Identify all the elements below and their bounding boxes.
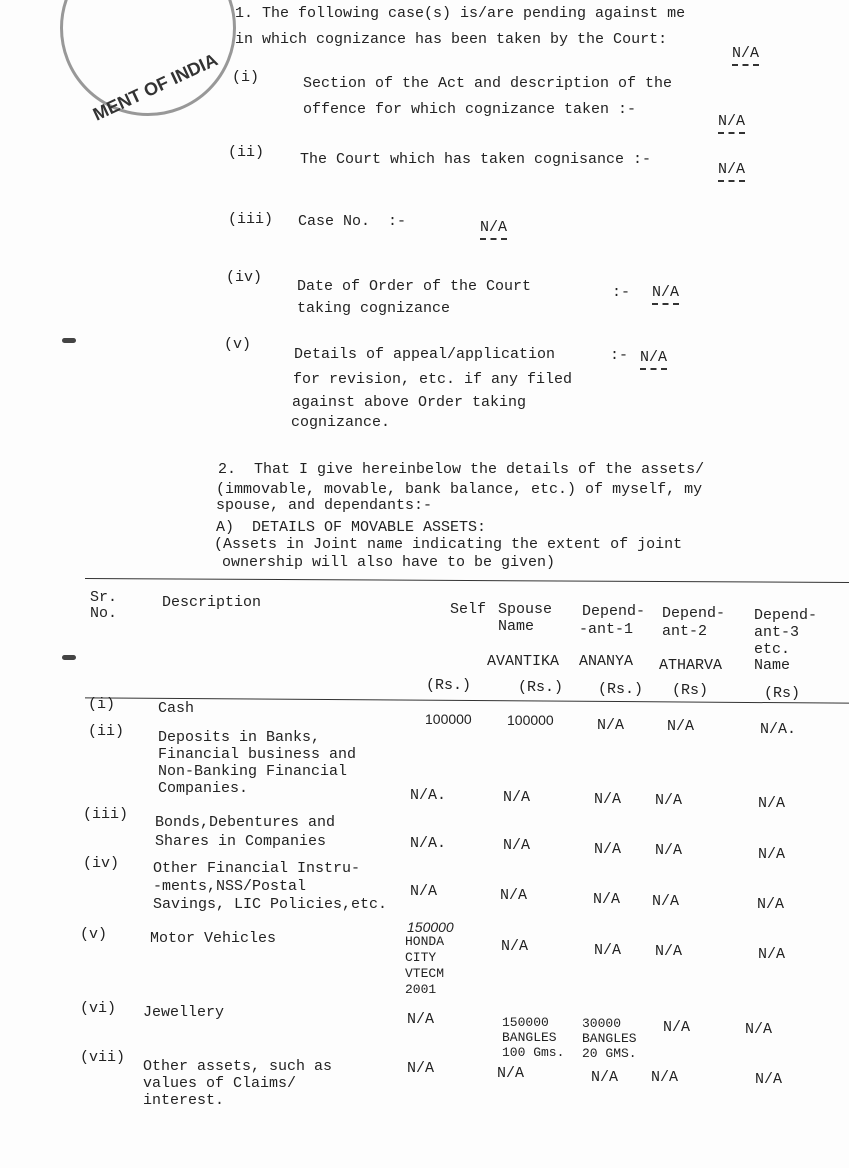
spouse-unit: (Rs.) xyxy=(518,679,564,696)
row-dependant1: N/A xyxy=(597,717,625,734)
row-dependant3: N/A xyxy=(745,1021,773,1038)
spouse-name: AVANTIKA xyxy=(487,653,560,670)
row-dependant3: N/A xyxy=(758,946,786,963)
row-dependant2: N/A xyxy=(651,1069,679,1086)
row-self-amount: 150000 xyxy=(407,919,454,935)
row-dependant3: N/A. xyxy=(760,721,797,738)
self-unit: (Rs.) xyxy=(426,677,472,694)
header-dependant2: ant-2 xyxy=(662,623,708,640)
item-text: against above Order taking xyxy=(292,394,527,411)
row-dependant1: N/A xyxy=(591,1069,619,1086)
row-description: Motor Vehicles xyxy=(150,930,277,947)
row-sr: (iii) xyxy=(83,806,129,823)
item-text: cognizance. xyxy=(291,414,391,431)
row-self: N/A xyxy=(410,883,438,900)
row-dependant3: N/A xyxy=(755,1071,783,1088)
section2-note1: (Assets in Joint name indicating the extent of joint xyxy=(214,536,683,553)
row-dependant1: 30000 BANGLES 20 GMS. xyxy=(582,1016,637,1061)
punch-hole xyxy=(62,655,76,660)
item-text: Case No. :- xyxy=(298,213,407,230)
row-description: Jewellery xyxy=(143,1004,225,1021)
punch-hole xyxy=(62,338,76,343)
row-dependant2: N/A xyxy=(652,893,680,910)
header-dependant3: ant-3 xyxy=(754,624,800,641)
section2-line1: 2. That I give hereinbelow the details of the assets/ xyxy=(218,461,705,478)
header-self: Self xyxy=(450,601,487,618)
item-text: Details of appeal/application xyxy=(294,346,556,363)
row-spouse: N/A xyxy=(503,789,531,806)
row-sr: (vii) xyxy=(80,1049,126,1066)
item-number: (iv) xyxy=(226,269,263,286)
dependant1-unit: (Rs.) xyxy=(598,681,644,698)
section2-line3: spouse, and dependants:- xyxy=(216,497,433,514)
item-value: N/A xyxy=(652,283,679,305)
row-dependant1: N/A xyxy=(594,791,622,808)
row-spouse: N/A xyxy=(497,1065,525,1082)
row-self: 100000 xyxy=(425,711,472,727)
item-separator: :- xyxy=(612,284,631,301)
dependant2-unit: (Rs) xyxy=(672,682,709,699)
row-spouse: N/A xyxy=(500,887,528,904)
dependant1-name: ANANYA xyxy=(579,653,634,670)
row-sr: (v) xyxy=(80,926,108,943)
item-text: Date of Order of the Court xyxy=(297,278,532,295)
header-dependant2: Depend- xyxy=(662,605,726,622)
item-number: (ii) xyxy=(228,144,265,161)
row-dependant1: N/A xyxy=(593,891,621,908)
row-dependant2: N/A xyxy=(655,943,683,960)
row-self: HONDA CITY VTECM 2001 xyxy=(405,934,445,997)
section2-note2: ownership will also have to be given) xyxy=(222,554,556,571)
row-sr: (vi) xyxy=(80,1000,117,1017)
row-self: N/A xyxy=(407,1060,435,1077)
header-dependant3: Name xyxy=(754,657,791,674)
item-number: (v) xyxy=(224,336,252,353)
dependant3-unit: (Rs) xyxy=(764,685,801,702)
row-sr: (iv) xyxy=(83,855,120,872)
header-dependant1: Depend- xyxy=(582,603,646,620)
section2-heading: A) DETAILS OF MOVABLE ASSETS: xyxy=(216,519,487,536)
seal-text: MENT OF INDIA xyxy=(89,49,221,125)
row-dependant2: N/A xyxy=(663,1019,691,1036)
row-description: Other assets, such as values of Claims/ interest. xyxy=(143,1058,333,1109)
table-header-rule xyxy=(85,697,849,703)
row-spouse: 100000 xyxy=(507,712,554,728)
row-description: Other Financial Instru- -ments,NSS/Postal Savings, LIC Policies,etc. xyxy=(153,860,388,913)
header-dependant3: etc. xyxy=(754,641,791,658)
row-self: N/A. xyxy=(410,787,447,804)
item-number: (iii) xyxy=(228,211,274,228)
row-description: Bonds,Debentures and Shares in Companies xyxy=(155,814,336,850)
item-text: Section of the Act and description of the xyxy=(303,75,673,92)
row-sr: (i) xyxy=(88,696,116,713)
row-description: Cash xyxy=(158,700,195,717)
item-number: (i) xyxy=(232,69,260,86)
table-top-rule xyxy=(85,578,849,583)
row-self: N/A xyxy=(407,1011,435,1028)
item-text: offence for which cognizance taken :- xyxy=(303,101,637,118)
row-dependant3: N/A xyxy=(758,846,786,863)
header-no: No. xyxy=(90,605,118,622)
row-sr: (ii) xyxy=(88,723,125,740)
item-text: taking cognizance xyxy=(297,300,451,317)
row-dependant1: N/A xyxy=(594,841,622,858)
item-value: N/A xyxy=(718,112,745,134)
section2-line2: (immovable, movable, bank balance, etc.) of myself, my xyxy=(216,481,703,498)
row-spouse: N/A xyxy=(501,938,529,955)
section1-intro-line1: 1. The following case(s) is/are pending against me xyxy=(235,5,686,22)
item-value: N/A xyxy=(640,348,667,370)
header-dependant1: -ant-1 xyxy=(579,621,634,638)
row-spouse: N/A xyxy=(503,837,531,854)
row-dependant1: N/A xyxy=(594,942,622,959)
row-dependant3: N/A xyxy=(758,795,786,812)
header-spouse: Spouse xyxy=(498,601,553,618)
row-dependant2: N/A xyxy=(655,792,683,809)
item-text: The Court which has taken cognisance :- xyxy=(300,151,652,168)
section1-intro-line2: in which cognizance has been taken by the Court: xyxy=(235,31,668,48)
item-separator: :- xyxy=(610,347,629,364)
header-sr: Sr. xyxy=(90,589,118,606)
header-spouse-name: Name xyxy=(498,618,535,635)
header-description: Description xyxy=(162,594,262,611)
row-description: Deposits in Banks, Financial business and Non-Banking Financial Companies. xyxy=(158,729,357,797)
dependant2-name: ATHARVA xyxy=(659,657,723,674)
row-dependant3: N/A xyxy=(757,896,785,913)
section1-intro-value: N/A xyxy=(732,44,759,66)
item-text: for revision, etc. if any filed xyxy=(293,371,573,388)
row-spouse: 150000 BANGLES 100 Gms. xyxy=(502,1015,565,1060)
item-value: N/A xyxy=(480,218,507,240)
item-value: N/A xyxy=(718,160,745,182)
header-dependant3: Depend- xyxy=(754,607,818,624)
row-dependant2: N/A xyxy=(667,718,695,735)
row-self: N/A. xyxy=(410,835,447,852)
row-dependant2: N/A xyxy=(655,842,683,859)
